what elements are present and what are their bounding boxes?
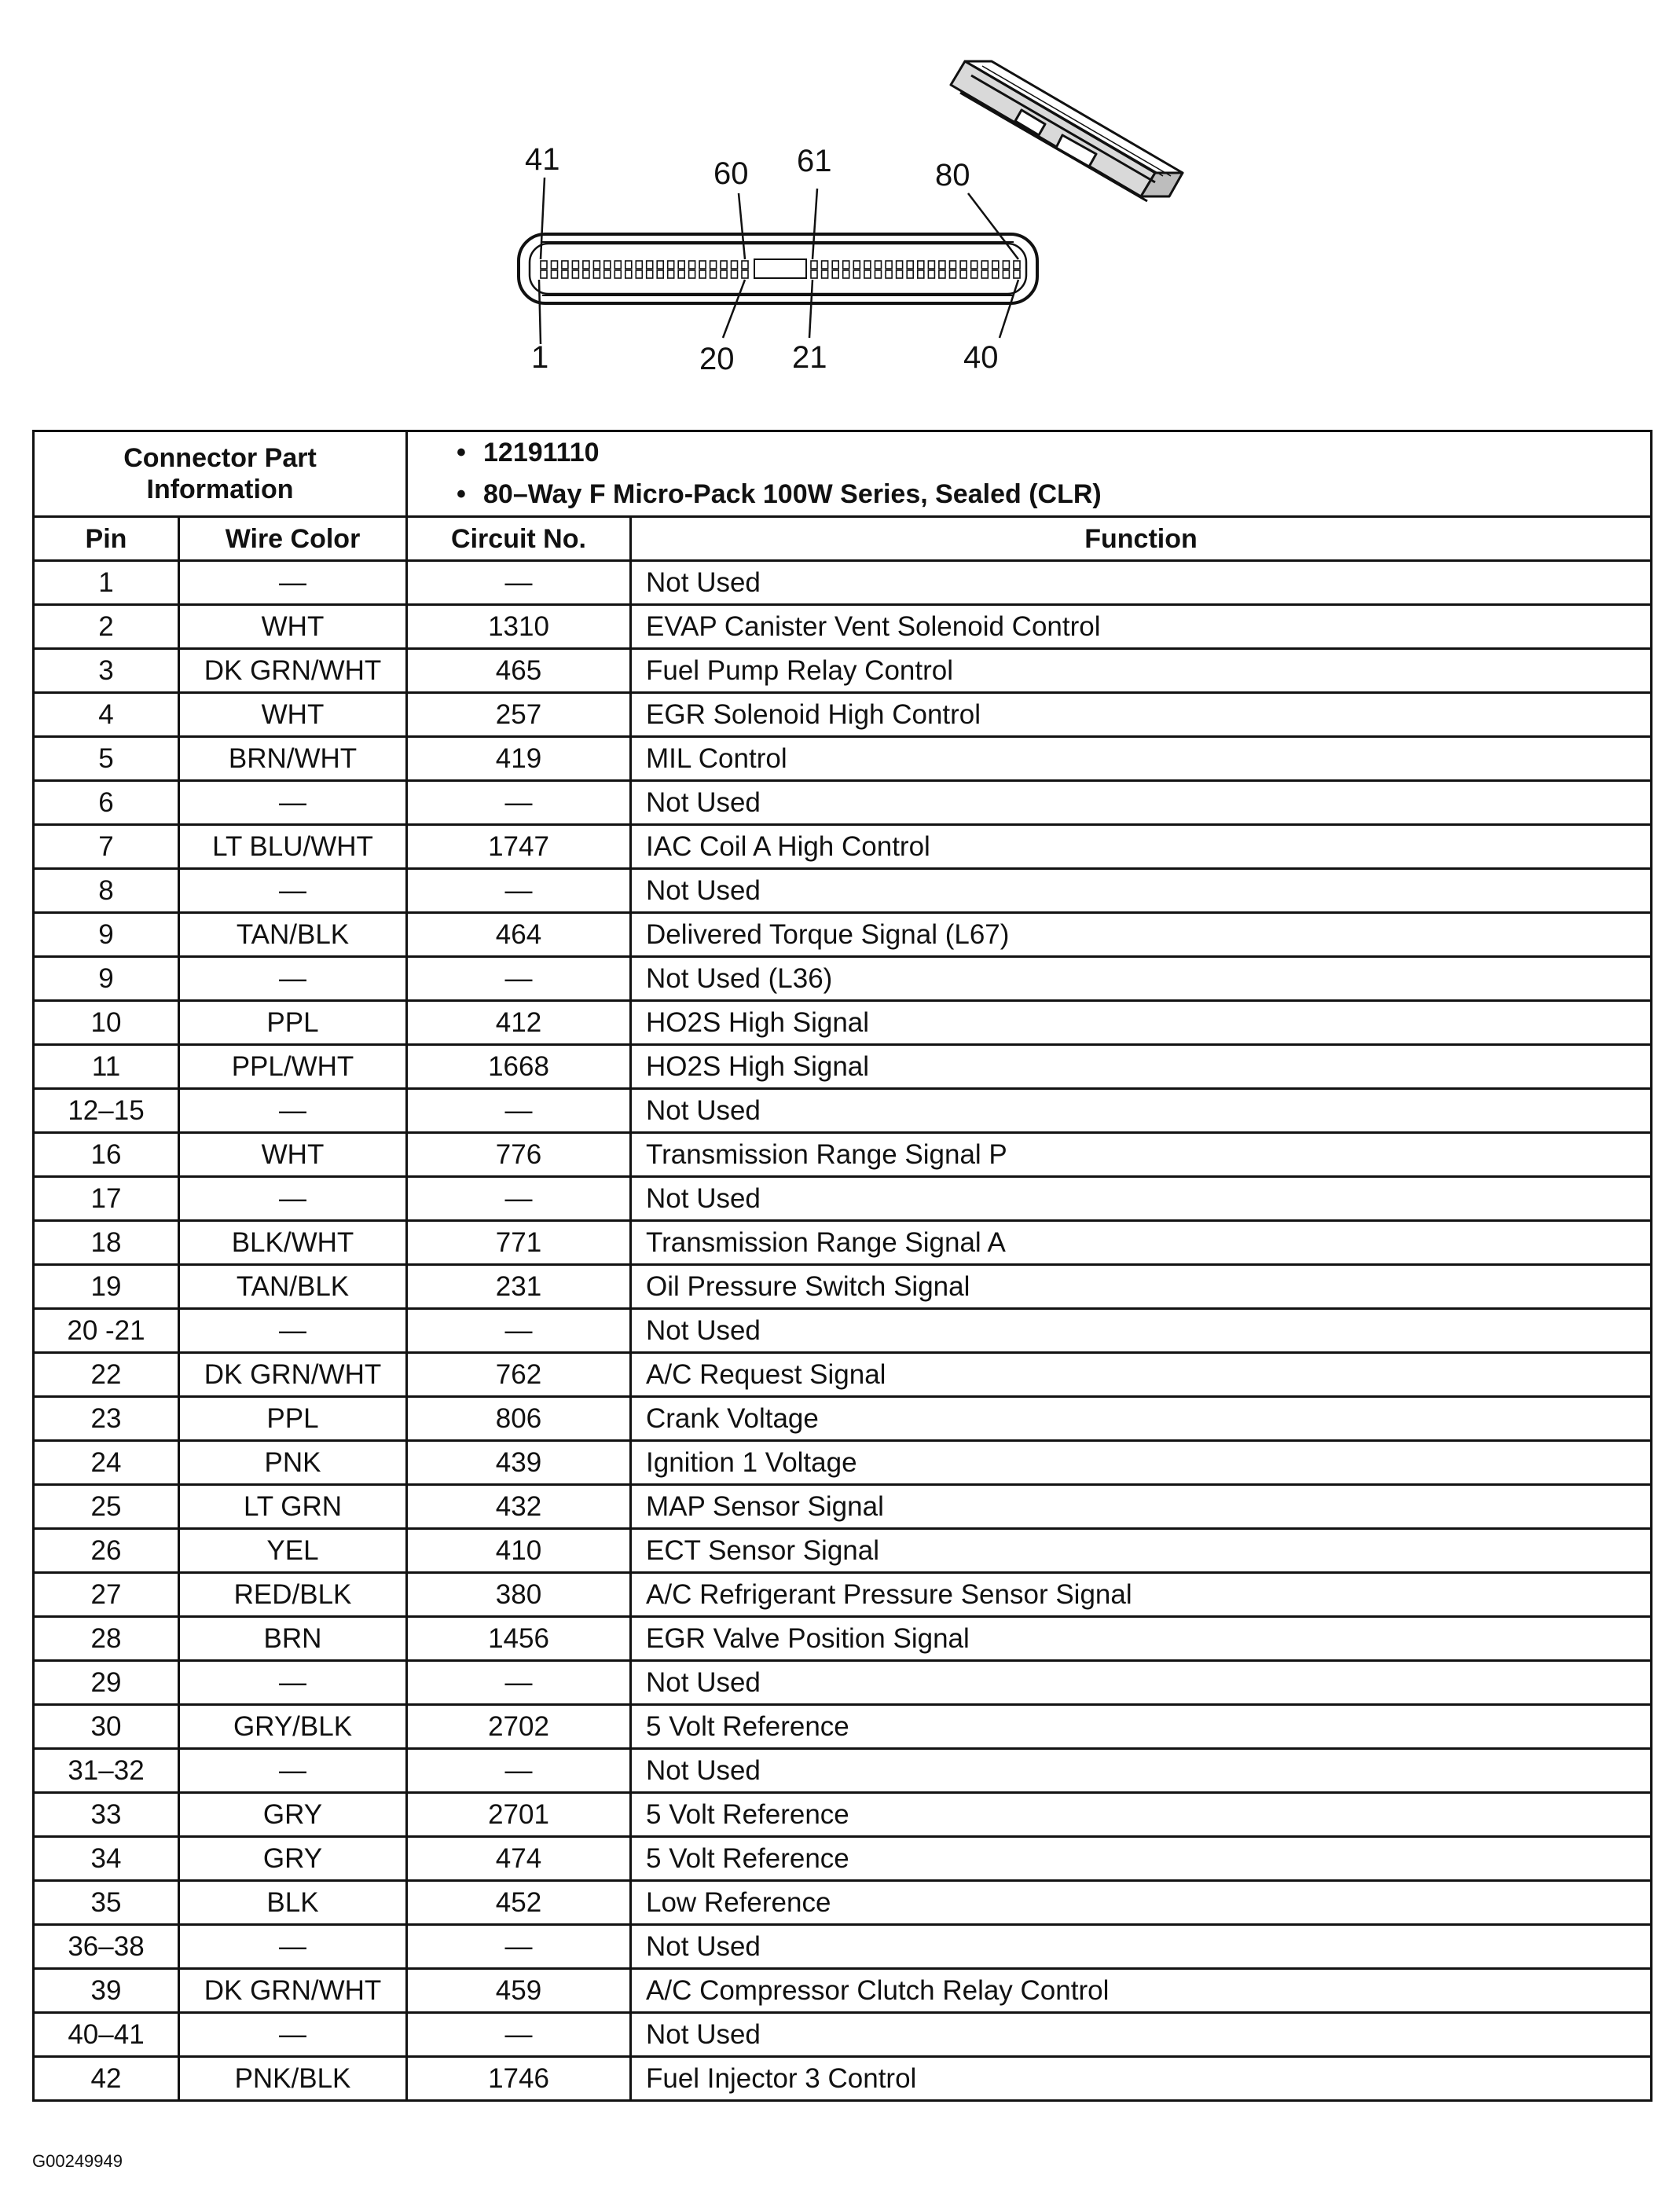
function-cell: Not Used — [631, 1749, 1652, 1793]
pin-cavity — [853, 270, 860, 278]
function-cell: Not Used — [631, 561, 1652, 605]
pin-cavity — [918, 261, 924, 269]
table-row — [34, 913, 1652, 957]
pin-label-1: 1 — [531, 340, 549, 375]
function-cell: A/C Refrigerant Pressure Sensor Signal — [631, 1573, 1652, 1617]
circuit-number-cell: 452 — [407, 1881, 631, 1925]
pin-cavity — [710, 261, 717, 269]
pin-cell: 7 — [34, 825, 179, 869]
table-row — [34, 869, 1652, 913]
table-row — [34, 1353, 1652, 1397]
pin-cavity — [928, 270, 934, 278]
pin-cell: 3 — [34, 649, 179, 693]
wire-color-cell: PNK — [179, 1441, 407, 1485]
wire-color-cell: RED/BLK — [179, 1573, 407, 1617]
table-row — [34, 1441, 1652, 1485]
circuit-number-cell: 474 — [407, 1837, 631, 1881]
pin-cell: 31–32 — [34, 1749, 179, 1793]
circuit-number-cell: — — [407, 2013, 631, 2057]
pin-cavity — [1003, 270, 1009, 278]
function-cell: Delivered Torque Signal (L67) — [631, 913, 1652, 957]
table-row — [34, 1089, 1652, 1133]
pin-label-60: 60 — [713, 156, 749, 191]
pin-cavity — [689, 270, 695, 278]
table-row — [34, 693, 1652, 737]
pin-cavity — [886, 261, 892, 269]
wire-color-cell: — — [179, 1925, 407, 1969]
pin-cell: 1 — [34, 561, 179, 605]
function-cell: Not Used — [631, 1089, 1652, 1133]
wire-color-cell: PPL — [179, 1397, 407, 1441]
function-cell: Not Used — [631, 2013, 1652, 2057]
pin-cavity — [928, 261, 934, 269]
pin-cavity — [625, 261, 632, 269]
function-cell: MAP Sensor Signal — [631, 1485, 1652, 1529]
function-cell: Not Used — [631, 1309, 1652, 1353]
function-cell: MIL Control — [631, 737, 1652, 781]
table-row — [34, 1881, 1652, 1925]
pinout-table — [32, 430, 1652, 2102]
function-cell: Transmission Range Signal A — [631, 1221, 1652, 1265]
pin-label-80: 80 — [935, 158, 970, 192]
wire-color-cell: YEL — [179, 1529, 407, 1573]
pin-cell: 35 — [34, 1881, 179, 1925]
pin-cavity — [552, 270, 558, 278]
circuit-number-cell: — — [407, 869, 631, 913]
pin-cavity — [614, 270, 621, 278]
pin-cavity — [541, 261, 547, 269]
circuit-number-cell: 380 — [407, 1573, 631, 1617]
pin-cavity — [939, 270, 945, 278]
part-info-label-text: Connector Part Information — [123, 442, 317, 504]
wire-color-cell: TAN/BLK — [179, 1265, 407, 1309]
column-header-pin: Pin — [34, 517, 179, 561]
table-row — [34, 1045, 1652, 1089]
wire-color-cell: BRN/WHT — [179, 737, 407, 781]
circuit-number-cell: 776 — [407, 1133, 631, 1177]
pin-cavity — [907, 261, 913, 269]
pin-cell: 12–15 — [34, 1089, 179, 1133]
wire-color-cell: PPL — [179, 1001, 407, 1045]
pin-cell: 5 — [34, 737, 179, 781]
pin-cavity — [572, 261, 578, 269]
pin-cavity — [992, 261, 999, 269]
function-cell: HO2S High Signal — [631, 1001, 1652, 1045]
connector-3d-illustration — [951, 61, 1183, 201]
table-row — [34, 561, 1652, 605]
circuit-number-cell: 432 — [407, 1485, 631, 1529]
circuit-number-cell: 2702 — [407, 1705, 631, 1749]
circuit-number-cell: 762 — [407, 1353, 631, 1397]
function-cell: IAC Coil A High Control — [631, 825, 1652, 869]
function-cell: 5 Volt Reference — [631, 1793, 1652, 1837]
table-row — [34, 1837, 1652, 1881]
function-cell: Not Used (L36) — [631, 957, 1652, 1001]
table-row — [34, 781, 1652, 825]
pin-cavity — [822, 261, 828, 269]
pin-cavity — [897, 261, 903, 269]
pin-cavity — [1014, 261, 1020, 269]
circuit-number-cell: 1668 — [407, 1045, 631, 1089]
pin-cavity — [699, 261, 706, 269]
pin-cavity — [875, 261, 882, 269]
pin-cavity — [562, 270, 568, 278]
pin-cavity — [742, 270, 748, 278]
pin-cell: 39 — [34, 1969, 179, 2013]
wire-color-cell: LT GRN — [179, 1485, 407, 1529]
function-cell: HO2S High Signal — [631, 1045, 1652, 1089]
pin-cavity — [832, 270, 838, 278]
pin-cavity — [950, 270, 956, 278]
table-row — [34, 1177, 1652, 1221]
pin-cavity — [886, 270, 892, 278]
pin-cell: 17 — [34, 1177, 179, 1221]
circuit-number-cell: 1746 — [407, 2057, 631, 2101]
wire-color-cell: WHT — [179, 605, 407, 649]
pin-cavity — [647, 270, 653, 278]
table-row — [34, 737, 1652, 781]
pin-cell: 40–41 — [34, 2013, 179, 2057]
wire-color-cell: — — [179, 1309, 407, 1353]
pin-cavity — [811, 261, 817, 269]
pin-cavity — [907, 270, 913, 278]
pin-cell: 6 — [34, 781, 179, 825]
circuit-number-cell: 439 — [407, 1441, 631, 1485]
table-row — [34, 605, 1652, 649]
pin-cavity — [742, 261, 748, 269]
table-row — [34, 2057, 1652, 2101]
pin-cell: 23 — [34, 1397, 179, 1441]
pin-cell: 4 — [34, 693, 179, 737]
circuit-number-cell: — — [407, 1749, 631, 1793]
wire-color-cell: BRN — [179, 1617, 407, 1661]
pin-cavity — [853, 261, 860, 269]
pin-cavity — [918, 270, 924, 278]
pin-label-41: 41 — [525, 142, 560, 177]
wire-color-cell: GRY/BLK — [179, 1705, 407, 1749]
pin-cavity — [710, 270, 717, 278]
wire-color-cell: PPL/WHT — [179, 1045, 407, 1089]
pin-cavity — [971, 270, 978, 278]
pin-cell: 10 — [34, 1001, 179, 1045]
function-cell: Ignition 1 Voltage — [631, 1441, 1652, 1485]
pin-cell: 27 — [34, 1573, 179, 1617]
pin-cavity — [668, 270, 674, 278]
pin-cavity — [625, 270, 632, 278]
pin-cavity — [897, 270, 903, 278]
circuit-number-cell: 412 — [407, 1001, 631, 1045]
table-row — [34, 1661, 1652, 1705]
column-header-row — [34, 517, 1652, 561]
pin-cell: 2 — [34, 605, 179, 649]
function-cell: Fuel Pump Relay Control — [631, 649, 1652, 693]
function-cell: Not Used — [631, 869, 1652, 913]
pin-cavity — [960, 261, 967, 269]
circuit-number-cell: 459 — [407, 1969, 631, 2013]
wire-color-cell: TAN/BLK — [179, 913, 407, 957]
wire-color-cell: LT BLU/WHT — [179, 825, 407, 869]
pin-cavity — [562, 261, 568, 269]
wire-color-cell: DK GRN/WHT — [179, 649, 407, 693]
pin-cavity — [678, 261, 684, 269]
circuit-number-cell: 1310 — [407, 605, 631, 649]
pin-cavity — [721, 261, 727, 269]
function-cell: A/C Compressor Clutch Relay Control — [631, 1969, 1652, 2013]
part-number-line — [457, 432, 1650, 474]
circuit-number-cell: — — [407, 781, 631, 825]
function-cell: 5 Volt Reference — [631, 1705, 1652, 1749]
pin-label-40: 40 — [963, 340, 999, 375]
pin-cell: 26 — [34, 1529, 179, 1573]
pin-cavity — [572, 270, 578, 278]
table-row — [34, 1573, 1652, 1617]
circuit-number-cell: 257 — [407, 693, 631, 737]
pin-cavity — [593, 261, 600, 269]
pin-cell: 24 — [34, 1441, 179, 1485]
circuit-number-cell: — — [407, 1925, 631, 1969]
pin-cell: 28 — [34, 1617, 179, 1661]
pin-cell: 29 — [34, 1661, 179, 1705]
pin-cell: 8 — [34, 869, 179, 913]
pin-cavity — [843, 261, 849, 269]
function-cell: Low Reference — [631, 1881, 1652, 1925]
pin-cell: 22 — [34, 1353, 179, 1397]
wire-color-cell: DK GRN/WHT — [179, 1353, 407, 1397]
part-description-line — [457, 474, 1650, 515]
pin-cell: 25 — [34, 1485, 179, 1529]
table-row — [34, 1749, 1652, 1793]
pin-cavity — [689, 261, 695, 269]
table-row — [34, 1705, 1652, 1749]
pin-cavity — [822, 270, 828, 278]
table-row — [34, 2013, 1652, 2057]
pin-cavity — [1014, 270, 1020, 278]
pin-cavity — [843, 270, 849, 278]
connector-diagram — [0, 0, 1680, 409]
wire-color-cell: — — [179, 869, 407, 913]
function-cell: Not Used — [631, 1661, 1652, 1705]
pin-cavity — [939, 261, 945, 269]
pin-cell: 18 — [34, 1221, 179, 1265]
pin-cell: 9 — [34, 913, 179, 957]
circuit-number-cell: 419 — [407, 737, 631, 781]
part-info-row — [34, 431, 1652, 517]
part-number: 12191110 — [483, 438, 600, 468]
function-cell: Oil Pressure Switch Signal — [631, 1265, 1652, 1309]
pin-cavity — [593, 270, 600, 278]
connector-face — [519, 234, 1037, 303]
function-cell: Not Used — [631, 1177, 1652, 1221]
function-cell: A/C Request Signal — [631, 1353, 1652, 1397]
part-info-values — [407, 431, 1652, 517]
function-cell: EVAP Canister Vent Solenoid Control — [631, 605, 1652, 649]
pin-cell: 11 — [34, 1045, 179, 1089]
circuit-number-cell: 231 — [407, 1265, 631, 1309]
wire-color-cell: WHT — [179, 693, 407, 737]
function-cell: Not Used — [631, 781, 1652, 825]
wire-color-cell: — — [179, 781, 407, 825]
table-row — [34, 1529, 1652, 1573]
circuit-number-cell: 410 — [407, 1529, 631, 1573]
circuit-number-cell: 1747 — [407, 825, 631, 869]
pin-cavity — [950, 261, 956, 269]
pin-cell: 20 -21 — [34, 1309, 179, 1353]
pin-cavity — [732, 270, 738, 278]
table-row — [34, 1617, 1652, 1661]
wire-color-cell: — — [179, 561, 407, 605]
function-cell: Fuel Injector 3 Control — [631, 2057, 1652, 2101]
pin-cell: 42 — [34, 2057, 179, 2101]
pin-cavity — [992, 270, 999, 278]
table-row — [34, 957, 1652, 1001]
function-cell: Not Used — [631, 1925, 1652, 1969]
pin-cavity — [668, 261, 674, 269]
table-row — [34, 1309, 1652, 1353]
column-header-function: Function — [631, 517, 1652, 561]
pin-cavity — [981, 270, 988, 278]
pin-cavity — [657, 261, 663, 269]
pin-cavity — [864, 270, 871, 278]
part-description: 80–Way F Micro-Pack 100W Series, Sealed (CLR) — [483, 479, 1102, 509]
table-row — [34, 1001, 1652, 1045]
wire-color-cell: BLK/WHT — [179, 1221, 407, 1265]
wire-color-cell: — — [179, 1089, 407, 1133]
function-cell: ECT Sensor Signal — [631, 1529, 1652, 1573]
column-header-circuit-no: Circuit No. — [407, 517, 631, 561]
column-header-wire-color: Wire Color — [179, 517, 407, 561]
table-row — [34, 1221, 1652, 1265]
pin-cavity — [721, 270, 727, 278]
pin-cavity — [732, 261, 738, 269]
table-row — [34, 649, 1652, 693]
table-row — [34, 1133, 1652, 1177]
wire-color-cell: PNK/BLK — [179, 2057, 407, 2101]
part-info-label — [34, 431, 407, 517]
pin-label-61: 61 — [797, 144, 832, 178]
table-row — [34, 1969, 1652, 2013]
pin-cell: 9 — [34, 957, 179, 1001]
pin-cell: 34 — [34, 1837, 179, 1881]
table-row — [34, 1265, 1652, 1309]
wire-color-cell: — — [179, 957, 407, 1001]
pin-cavity — [960, 270, 967, 278]
function-cell: EGR Valve Position Signal — [631, 1617, 1652, 1661]
circuit-number-cell: — — [407, 1177, 631, 1221]
pin-cavity — [583, 270, 589, 278]
table-row — [34, 1925, 1652, 1969]
wire-color-cell: — — [179, 2013, 407, 2057]
wire-color-cell: — — [179, 1177, 407, 1221]
pin-cavity — [614, 261, 621, 269]
pin-cavity — [604, 261, 611, 269]
table-row — [34, 1793, 1652, 1837]
pin-cavity — [583, 261, 589, 269]
circuit-number-cell: — — [407, 957, 631, 1001]
pin-cell: 16 — [34, 1133, 179, 1177]
table-row — [34, 1485, 1652, 1529]
circuit-number-cell: 1456 — [407, 1617, 631, 1661]
pin-cavity — [678, 270, 684, 278]
pin-cavity — [657, 270, 663, 278]
pin-cavity — [811, 270, 817, 278]
circuit-number-cell: — — [407, 1089, 631, 1133]
pin-cavity — [604, 270, 611, 278]
wire-color-cell: WHT — [179, 1133, 407, 1177]
function-cell: 5 Volt Reference — [631, 1837, 1652, 1881]
pin-cavity — [647, 261, 653, 269]
figure-id: G00249949 — [32, 2151, 123, 2171]
function-cell: EGR Solenoid High Control — [631, 693, 1652, 737]
circuit-number-cell: 465 — [407, 649, 631, 693]
function-cell: Transmission Range Signal P — [631, 1133, 1652, 1177]
table-row — [34, 1397, 1652, 1441]
pin-cell: 30 — [34, 1705, 179, 1749]
circuit-number-cell: — — [407, 1309, 631, 1353]
circuit-number-cell: — — [407, 561, 631, 605]
bullet-glyph: • — [457, 479, 466, 509]
wire-color-cell: BLK — [179, 1881, 407, 1925]
pin-cavity — [699, 270, 706, 278]
wire-color-cell: — — [179, 1749, 407, 1793]
pin-cavity — [552, 261, 558, 269]
table-row — [34, 825, 1652, 869]
function-cell: Crank Voltage — [631, 1397, 1652, 1441]
pin-cavity — [864, 261, 871, 269]
pin-cavity — [875, 270, 882, 278]
pin-cavity — [971, 261, 978, 269]
pin-cavity — [832, 261, 838, 269]
circuit-number-cell: 2701 — [407, 1793, 631, 1837]
pin-cavity — [636, 261, 642, 269]
circuit-number-cell: 771 — [407, 1221, 631, 1265]
pin-label-20: 20 — [699, 342, 735, 376]
wire-color-cell: — — [179, 1661, 407, 1705]
circuit-number-cell: — — [407, 1661, 631, 1705]
pin-cavity — [981, 261, 988, 269]
wire-color-cell: GRY — [179, 1837, 407, 1881]
pin-label-21: 21 — [792, 340, 827, 375]
bullet-glyph: • — [457, 438, 466, 468]
wire-color-cell: GRY — [179, 1793, 407, 1837]
pin-cavity — [636, 270, 642, 278]
pin-cell: 19 — [34, 1265, 179, 1309]
pin-cell: 36–38 — [34, 1925, 179, 1969]
pin-cavity — [1003, 261, 1009, 269]
pin-cell: 33 — [34, 1793, 179, 1837]
pin-cavity — [541, 270, 547, 278]
pinout-table-body — [34, 431, 1652, 2101]
wire-color-cell: DK GRN/WHT — [179, 1969, 407, 2013]
circuit-number-cell: 464 — [407, 913, 631, 957]
circuit-number-cell: 806 — [407, 1397, 631, 1441]
